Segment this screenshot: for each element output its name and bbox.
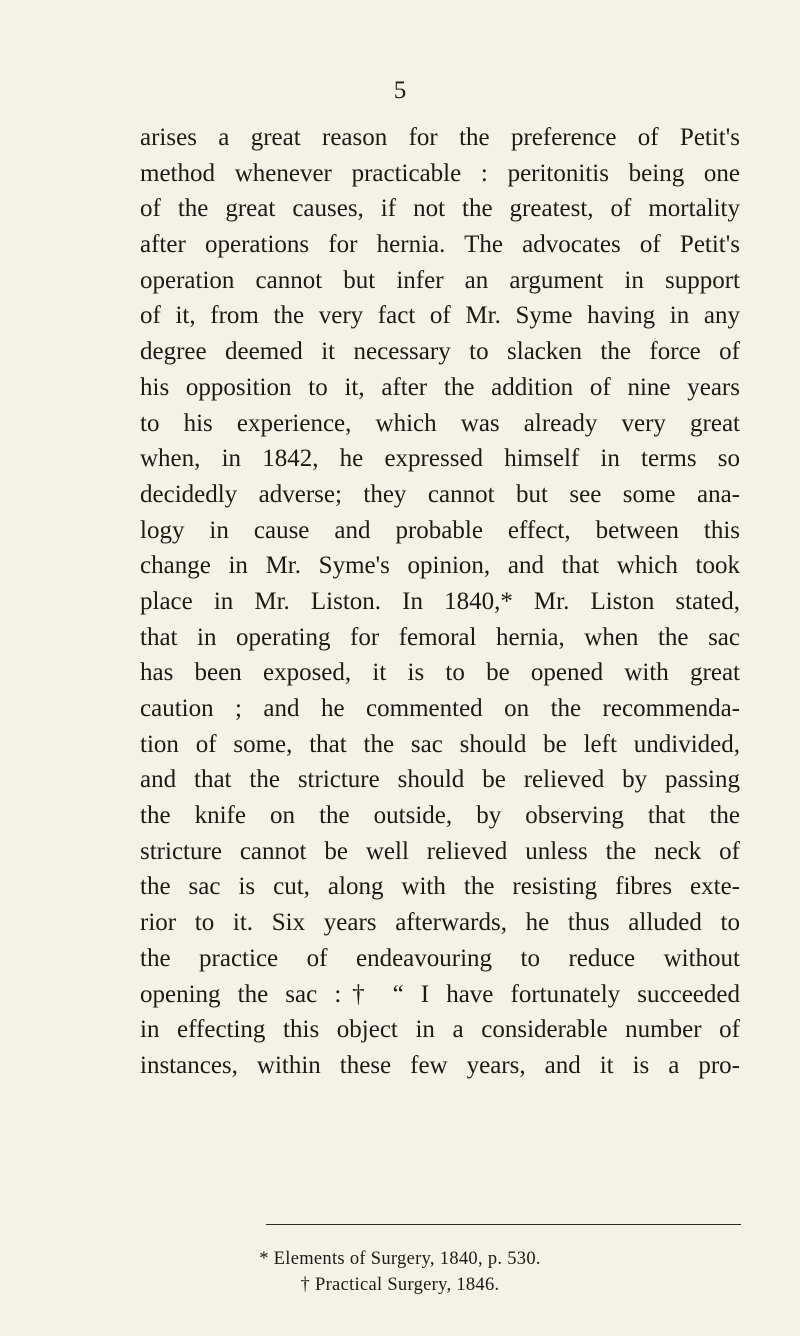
footnote-divider bbox=[266, 1224, 741, 1225]
footnote-1: * Elements of Surgery, 1840, p. 530. bbox=[259, 1249, 541, 1269]
text-line: caution ; and he commented on the recommenda- bbox=[140, 695, 740, 722]
text-line: to his experience, which was already very great bbox=[140, 409, 740, 437]
text-line: the sac is cut, along with the resisting fibres exte- bbox=[140, 873, 740, 901]
text-line: and that the stricture should be relieved by passing bbox=[140, 766, 740, 794]
body-text bbox=[140, 120, 740, 1084]
footnote-2: † Practical Surgery, 1846. bbox=[300, 1275, 500, 1295]
text-line: place in Mr. Liston. In 1840,* Mr. Liston stated, bbox=[140, 587, 740, 615]
text-line: of it, from the very fact of Mr. Syme having in any bbox=[140, 302, 740, 330]
text-line: degree deemed it necessary to slacken the force of bbox=[140, 338, 740, 366]
page-number: 5 bbox=[393, 77, 407, 104]
text-line: that in operating for femoral hernia, when the sac bbox=[140, 623, 740, 651]
text-line: method whenever practicable : peritonitis being one bbox=[140, 159, 740, 187]
text-line: of the great causes, if not the greatest, of mortality bbox=[140, 195, 740, 223]
text-line: rior to it. Six years afterwards, he thus alluded to bbox=[140, 909, 740, 937]
text-line: arises a great reason for the preference of Petit's bbox=[140, 124, 740, 151]
text-line: stricture cannot be well relieved unless the neck of bbox=[140, 837, 740, 865]
text-line: change in Mr. Syme's opinion, and that which took bbox=[140, 552, 740, 580]
footnotes bbox=[0, 1246, 800, 1298]
text-line: has been exposed, it is to be opened with great bbox=[140, 659, 740, 687]
text-line: tion of some, that the sac should be left undivided, bbox=[140, 730, 740, 758]
text-line: logy in cause and probable effect, between this bbox=[140, 516, 740, 544]
text-line: his opposition to it, after the addition of nine years bbox=[140, 373, 740, 401]
text-line: operation cannot but infer an argument in support bbox=[140, 266, 740, 294]
text-line: after operations for hernia. The advocates of Petit's bbox=[140, 231, 740, 259]
text-line: the practice of endeavouring to reduce without bbox=[140, 944, 740, 972]
text-line: in effecting this object in a considerable number of bbox=[140, 1016, 740, 1044]
text-line: instances, within these few years, and it is a pro- bbox=[140, 1051, 740, 1079]
text-line: the knife on the outside, by observing that the bbox=[140, 802, 740, 830]
text-line: when, in 1842, he expressed himself in terms so bbox=[140, 445, 740, 473]
text-line: decidedly adverse; they cannot but see some ana- bbox=[140, 480, 740, 508]
text-line: opening the sac :† “ I have fortunately succeeded bbox=[140, 980, 740, 1008]
